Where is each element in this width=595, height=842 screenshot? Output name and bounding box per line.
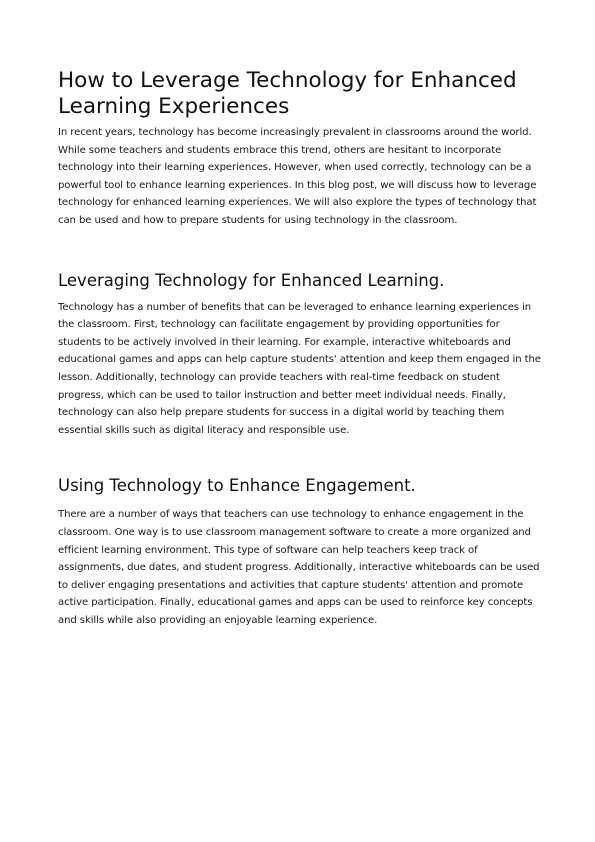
section-body-engagement: There are a number of ways that teachers can use technology to enhance engagement in the classroom. One way is to use classroom management software to create a more organized and efficient learning environment. This type of software can help teachers keep track of assignments, due dates, and student progress. Additionally, interactive whiteboards can be used to deliver engaging presentations and activities that capture students' attention and promote active participation. Finally, educational games and apps can be used to reinforce key concepts and skills while also providing an enjoyable learning experience. [58, 509, 540, 626]
section-heading-leveraging: Leveraging Technology for Enhanced Learning. [58, 270, 445, 290]
page-title: How to Leverage Technology for Enhanced Learning Experiences [58, 68, 517, 119]
section-heading-engagement: Using Technology to Enhance Engagement. [58, 476, 416, 496]
intro-paragraph: In recent years, technology has become increasingly prevalent in classrooms around the world. While some teachers and students embrace this trend, others are hesitant to incorporate technology into their learning experiences. However, when used correctly, technology can be a powerful tool to enhance learning experiences. In this blog post, we will discuss how to leverage technology for enhanced learning experiences. We will also explore the types of technology that can be used and how to prepare students for using technology in the classroom. [58, 127, 537, 226]
section-body-leveraging: Technology has a number of benefits that can be leveraged to enhance learning experiences in the classroom. First, technology can facilitate engagement by providing opportunities for students to be actively involved in their learning. For example, interactive whiteboards and educational games and apps can help capture students' attention and keep them engaged in the lesson. Additionally, technology can provide teachers with real-time feedback on student progress, which can be used to tailor instruction and better meet individual needs. Finally, technology can also help prepare students for success in a digital world by teaching them essential skills such as digital literacy and responsible use. [58, 301, 541, 436]
document-page [58, 68, 544, 629]
